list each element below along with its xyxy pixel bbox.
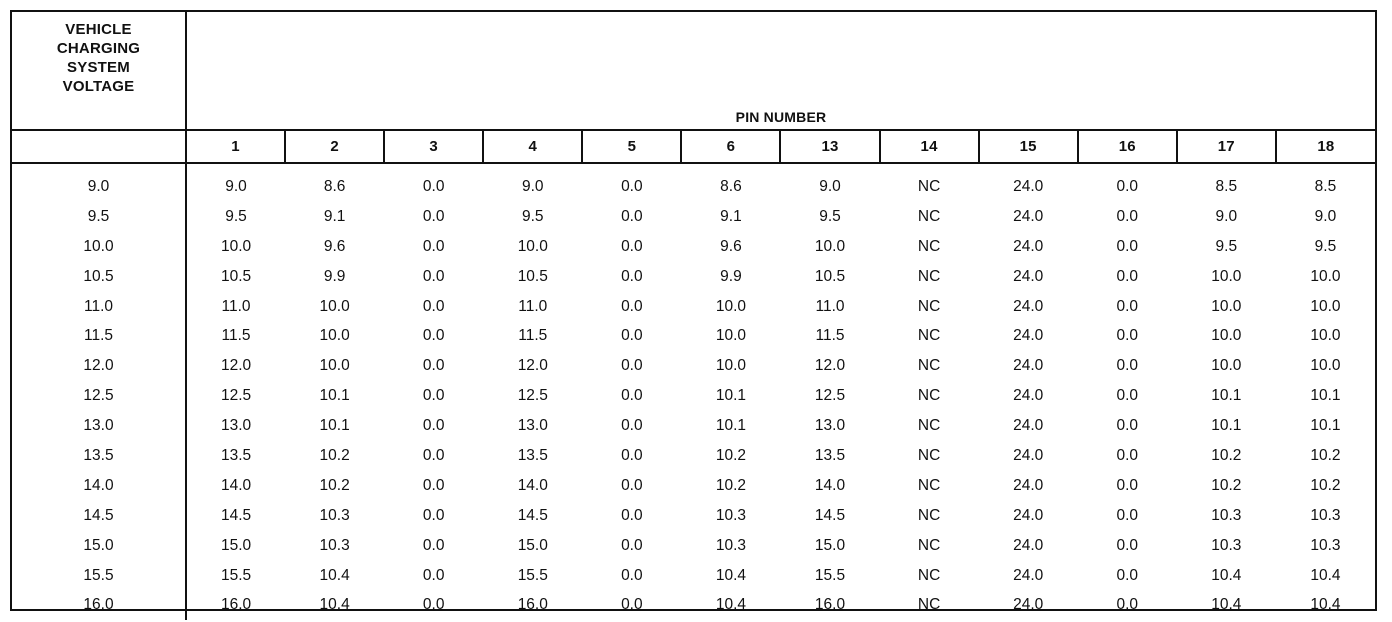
- pin-value-cell: 11.0: [221, 297, 251, 315]
- pin-value-cell: 10.2: [1211, 476, 1242, 494]
- pin-value-cell: NC: [917, 177, 941, 195]
- header-line: VOLTAGE: [62, 78, 135, 95]
- pin-value-cell: 16.0: [220, 596, 252, 614]
- pin-value-cell: 0.0: [422, 417, 445, 435]
- table-row: [12, 441, 1375, 471]
- pin-value-cell: 10.3: [1310, 506, 1341, 524]
- pin-value-cell: 0.0: [422, 476, 445, 494]
- pin-value-cell: 0.0: [1116, 417, 1139, 435]
- pin-value-cell: NC: [917, 566, 941, 584]
- pin-value-cell: 9.5: [225, 207, 247, 225]
- voltage-cell: 14.0: [12, 471, 186, 501]
- pin-value-cell: 12.5: [220, 387, 252, 405]
- table-row: [12, 292, 1375, 322]
- pin-value-cell: 10.0: [1211, 327, 1242, 345]
- pin-value-cell: 10.4: [1211, 566, 1242, 584]
- pin-value-cell: 15.5: [814, 566, 846, 584]
- pin-value-cell: 10.0: [715, 327, 747, 345]
- pin-value-cell: NC: [917, 297, 941, 315]
- pin-value-cell: 10.5: [814, 267, 846, 285]
- pin-value-cell: 12.5: [814, 387, 846, 405]
- pin-value-cell: NC: [917, 387, 941, 405]
- pin-value-cell: 11.5: [221, 327, 251, 345]
- voltage-cell: 12.5: [12, 381, 186, 411]
- pin-value-cell: 9.9: [323, 267, 346, 285]
- pin-value-cell: 24.0: [1013, 237, 1044, 255]
- pin-value-cell: 10.4: [1310, 566, 1341, 584]
- pin-value-cell: 9.9: [720, 267, 742, 285]
- pin-header-cell: 17: [1177, 130, 1276, 163]
- pin-value-cell: 10.3: [715, 506, 747, 524]
- pin-voltage-table-frame: [10, 10, 1377, 614]
- voltage-cell: 10.0: [12, 232, 186, 262]
- pin-value-cell: 10.0: [1310, 267, 1341, 285]
- pin-value-cell: 10.0: [1211, 297, 1242, 315]
- pin-value-cell: 0.0: [1116, 267, 1139, 285]
- pin-value-cell: 10.0: [319, 327, 350, 345]
- pin-value-cell: 13.5: [220, 446, 252, 464]
- pin-value-cell: 10.0: [1211, 267, 1242, 285]
- pin-value-cell: 0.0: [422, 297, 445, 315]
- table-row: [12, 561, 1375, 591]
- pin-value-cell: 0.0: [621, 297, 643, 315]
- pin-header-cell: 1: [186, 130, 285, 163]
- pin-value-cell: 0.0: [621, 387, 643, 405]
- pin-value-cell: 14.5: [517, 506, 548, 524]
- pin-value-cell: 0.0: [422, 446, 445, 464]
- pin-value-cell: 16.0: [517, 596, 548, 614]
- pin-header-cell: 13: [780, 130, 879, 163]
- pin-value-cell: 10.3: [1211, 536, 1242, 554]
- pin-value-cell: 8.6: [720, 177, 742, 195]
- pin-value-cell: 9.5: [1314, 237, 1337, 255]
- pin-value-cell: 24.0: [1013, 177, 1044, 195]
- pin-value-cell: 10.3: [319, 536, 350, 554]
- pin-value-cell: 10.2: [1310, 446, 1341, 464]
- pin-value-cell: 9.6: [720, 237, 742, 255]
- pin-number-header: PIN NUMBER: [186, 12, 1375, 130]
- pin-value-cell: 10.4: [715, 596, 747, 614]
- pin-value-cell: 10.5: [517, 267, 548, 285]
- table-row: [12, 232, 1375, 262]
- voltage-cell: 11.0: [12, 292, 186, 322]
- pin-value-cell: 10.0: [1310, 357, 1341, 375]
- pin-value-cell: 10.0: [319, 297, 350, 315]
- pin-value-cell: 24.0: [1013, 207, 1044, 225]
- pin-value-cell: 9.0: [225, 177, 247, 195]
- pin-value-cell: 12.0: [517, 357, 548, 375]
- voltage-cell: 14.5: [12, 501, 186, 531]
- pin-value-cell: 0.0: [621, 417, 643, 435]
- pin-value-cell: 0.0: [621, 357, 643, 375]
- pin-value-cell: 9.5: [521, 207, 544, 225]
- pin-value-cell: 10.1: [1211, 387, 1242, 405]
- table-row: [12, 411, 1375, 441]
- pin-value-cell: 10.0: [1310, 297, 1341, 315]
- pin-value-cell: 10.2: [1310, 476, 1341, 494]
- pin-value-cell: 15.0: [517, 536, 548, 554]
- pin-value-cell: 9.5: [1215, 237, 1238, 255]
- pin-value-cell: 0.0: [1116, 387, 1139, 405]
- pin-value-cell: NC: [917, 267, 941, 285]
- pin-value-cell: NC: [917, 476, 941, 494]
- table-row: [12, 202, 1375, 232]
- pin-value-cell: 9.0: [1215, 207, 1238, 225]
- pin-value-cell: 0.0: [422, 596, 445, 614]
- vehicle-charging-system-voltage-header: [12, 12, 186, 130]
- pin-value-cell: 10.2: [715, 446, 747, 464]
- header-line: VEHICLE: [65, 21, 132, 38]
- table-row: [12, 501, 1375, 531]
- blank-header-cell: [12, 130, 186, 163]
- pin-value-cell: 10.3: [1211, 506, 1242, 524]
- pin-voltage-table: [12, 12, 1375, 620]
- pin-value-cell: 24.0: [1013, 297, 1044, 315]
- pin-value-cell: 14.0: [220, 476, 252, 494]
- pin-header-cell: 16: [1078, 130, 1177, 163]
- pin-value-cell: 0.0: [621, 476, 643, 494]
- pin-number-row: [12, 130, 1375, 163]
- pin-value-cell: 0.0: [621, 536, 643, 554]
- pin-value-cell: 24.0: [1013, 357, 1044, 375]
- voltage-cell: 10.5: [12, 262, 186, 292]
- pin-value-cell: 0.0: [621, 446, 643, 464]
- table-row: [12, 163, 1375, 202]
- pin-value-cell: 0.0: [1116, 297, 1139, 315]
- table-row: [12, 321, 1375, 351]
- voltage-cell: 15.0: [12, 531, 186, 561]
- pin-value-cell: 15.5: [517, 566, 548, 584]
- pin-header-cell: 18: [1276, 130, 1375, 163]
- pin-header-cell: 15: [979, 130, 1078, 163]
- pin-value-cell: NC: [917, 327, 941, 345]
- pin-value-cell: 10.3: [715, 536, 747, 554]
- pin-value-cell: 8.5: [1215, 177, 1238, 195]
- pin-value-cell: NC: [917, 237, 941, 255]
- pin-value-cell: 16.0: [814, 596, 846, 614]
- pin-value-cell: NC: [917, 207, 941, 225]
- pin-value-cell: 24.0: [1013, 446, 1044, 464]
- pin-value-cell: 0.0: [422, 536, 445, 554]
- pin-value-cell: 24.0: [1013, 566, 1044, 584]
- pin-value-cell: 11.0: [815, 297, 845, 315]
- pin-value-cell: 0.0: [621, 596, 643, 614]
- voltage-cell: 16.0: [12, 590, 186, 620]
- pin-value-cell: 0.0: [621, 566, 643, 584]
- pin-value-cell: NC: [917, 536, 941, 554]
- table-row: [12, 590, 1375, 620]
- pin-value-cell: 0.0: [422, 506, 445, 524]
- pin-value-cell: 13.0: [517, 417, 548, 435]
- pin-value-cell: 14.0: [517, 476, 548, 494]
- pin-value-cell: 10.2: [715, 476, 747, 494]
- table-row: [12, 381, 1375, 411]
- pin-value-cell: 0.0: [621, 207, 643, 225]
- pin-header-cell: 3: [384, 130, 483, 163]
- header-line: SYSTEM: [67, 59, 130, 76]
- pin-value-cell: NC: [917, 596, 941, 614]
- pin-value-cell: 12.0: [814, 357, 846, 375]
- pin-value-cell: 11.5: [518, 327, 548, 345]
- voltage-cell: 13.0: [12, 411, 186, 441]
- pin-value-cell: 0.0: [1116, 536, 1139, 554]
- pin-value-cell: 0.0: [1116, 327, 1139, 345]
- pin-value-cell: 10.0: [319, 357, 350, 375]
- pin-value-cell: 0.0: [621, 506, 643, 524]
- pin-value-cell: NC: [917, 357, 941, 375]
- pin-value-cell: 8.5: [1314, 177, 1337, 195]
- voltage-cell: 12.0: [12, 351, 186, 381]
- pin-value-cell: 10.0: [1211, 357, 1242, 375]
- pin-value-cell: 11.0: [518, 297, 548, 315]
- pin-value-cell: 24.0: [1013, 417, 1044, 435]
- voltage-cell: 11.5: [12, 321, 186, 351]
- pin-value-cell: 12.5: [517, 387, 548, 405]
- pin-value-cell: 0.0: [422, 267, 445, 285]
- pin-value-cell: 24.0: [1013, 387, 1044, 405]
- pin-header-cell: 4: [483, 130, 582, 163]
- pin-value-cell: 0.0: [422, 237, 445, 255]
- pin-value-cell: 24.0: [1013, 267, 1044, 285]
- pin-header-cell: 5: [582, 130, 681, 163]
- pin-value-cell: 9.6: [323, 237, 346, 255]
- pin-value-cell: 0.0: [1116, 446, 1139, 464]
- pin-value-cell: 24.0: [1013, 506, 1044, 524]
- table-body: [12, 163, 1375, 620]
- pin-value-cell: 10.4: [715, 566, 747, 584]
- pin-value-cell: 10.5: [220, 267, 252, 285]
- pin-value-cell: 9.1: [323, 207, 346, 225]
- pin-value-cell: 0.0: [1116, 566, 1139, 584]
- pin-value-cell: 15.0: [814, 536, 846, 554]
- pin-value-cell: 10.2: [319, 446, 350, 464]
- table-row: [12, 531, 1375, 561]
- pin-value-cell: 0.0: [1116, 596, 1139, 614]
- pin-value-cell: 14.0: [814, 476, 846, 494]
- pin-value-cell: 10.0: [1310, 327, 1341, 345]
- pin-value-cell: 13.5: [517, 446, 548, 464]
- table-row: [12, 262, 1375, 292]
- pin-value-cell: NC: [917, 506, 941, 524]
- header-line: CHARGING: [56, 40, 141, 57]
- pin-value-cell: 10.0: [220, 237, 252, 255]
- pin-value-cell: 10.4: [1211, 596, 1242, 614]
- pin-value-cell: 24.0: [1013, 327, 1044, 345]
- pin-value-cell: 10.3: [319, 506, 350, 524]
- pin-value-cell: 0.0: [422, 327, 445, 345]
- pin-value-cell: 11.5: [815, 327, 845, 345]
- pin-value-cell: 0.0: [422, 177, 445, 195]
- pin-value-cell: 0.0: [621, 177, 643, 195]
- pin-value-cell: 0.0: [621, 267, 643, 285]
- pin-value-cell: 13.0: [220, 417, 252, 435]
- table-row: [12, 351, 1375, 381]
- pin-value-cell: 0.0: [422, 387, 445, 405]
- pin-value-cell: 14.5: [220, 506, 252, 524]
- pin-value-cell: 10.1: [1310, 387, 1341, 405]
- pin-value-cell: 10.4: [319, 596, 350, 614]
- voltage-cell: 13.5: [12, 441, 186, 471]
- pin-value-cell: 10.4: [319, 566, 350, 584]
- pin-value-cell: 10.0: [715, 297, 747, 315]
- pin-value-cell: 10.1: [1211, 417, 1242, 435]
- pin-value-cell: 9.5: [819, 207, 841, 225]
- pin-value-cell: 10.0: [715, 357, 747, 375]
- pin-value-cell: 10.3: [1310, 536, 1341, 554]
- pin-value-cell: NC: [917, 446, 941, 464]
- pin-value-cell: 10.1: [319, 417, 350, 435]
- voltage-cell: 9.0: [12, 163, 186, 202]
- voltage-cell: 15.5: [12, 561, 186, 591]
- pin-value-cell: 9.0: [819, 177, 841, 195]
- pin-value-cell: 10.1: [1310, 417, 1341, 435]
- pin-value-cell: 0.0: [422, 566, 445, 584]
- pin-value-cell: 10.1: [715, 387, 747, 405]
- pin-value-cell: 10.1: [715, 417, 747, 435]
- pin-value-cell: 13.5: [814, 446, 846, 464]
- pin-value-cell: 9.1: [720, 207, 742, 225]
- pin-header-cell: 2: [285, 130, 384, 163]
- pin-value-cell: 24.0: [1013, 476, 1044, 494]
- pin-value-cell: 15.0: [220, 536, 252, 554]
- pin-header-cell: 14: [880, 130, 979, 163]
- pin-value-cell: 0.0: [422, 357, 445, 375]
- voltage-cell: 9.5: [12, 202, 186, 232]
- pin-value-cell: 12.0: [220, 357, 252, 375]
- pin-value-cell: 0.0: [1116, 207, 1139, 225]
- pin-value-cell: 9.0: [521, 177, 544, 195]
- pin-value-cell: 0.0: [1116, 476, 1139, 494]
- pin-value-cell: 13.0: [814, 417, 846, 435]
- pin-value-cell: 8.6: [323, 177, 346, 195]
- pin-value-cell: 10.0: [814, 237, 846, 255]
- pin-value-cell: 24.0: [1013, 536, 1044, 554]
- pin-value-cell: 10.1: [319, 387, 350, 405]
- pin-value-cell: 0.0: [1116, 237, 1139, 255]
- pin-value-cell: 24.0: [1013, 596, 1044, 614]
- pin-value-cell: 10.2: [319, 476, 350, 494]
- pin-value-cell: 9.0: [1314, 207, 1337, 225]
- pin-value-cell: 0.0: [1116, 357, 1139, 375]
- pin-value-cell: 0.0: [422, 207, 445, 225]
- pin-value-cell: 0.0: [621, 237, 643, 255]
- pin-header-cell: 6: [681, 130, 780, 163]
- pin-value-cell: NC: [917, 417, 941, 435]
- pin-value-cell: 0.0: [1116, 177, 1139, 195]
- table-row: [12, 471, 1375, 501]
- pin-value-cell: 14.5: [814, 506, 846, 524]
- pin-value-cell: 0.0: [1116, 506, 1139, 524]
- pin-value-cell: 10.2: [1211, 446, 1242, 464]
- pin-value-cell: 0.0: [621, 327, 643, 345]
- pin-value-cell: 10.4: [1310, 596, 1341, 614]
- pin-value-cell: 15.5: [220, 566, 252, 584]
- pin-value-cell: 10.0: [517, 237, 548, 255]
